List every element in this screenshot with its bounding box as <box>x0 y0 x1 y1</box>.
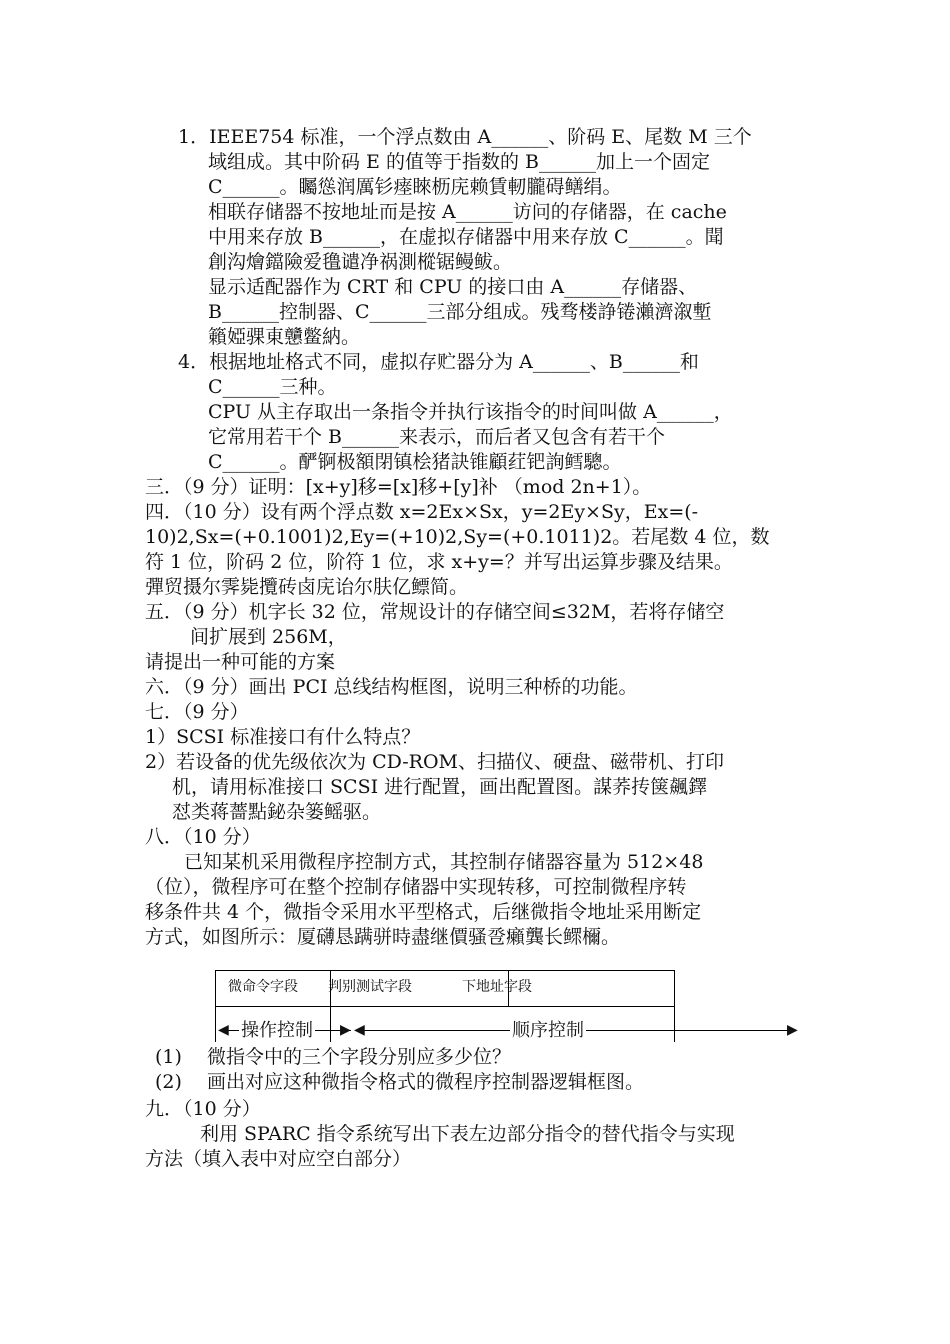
sec7-item2-line1: 2）若设备的优先级依次为 CD-ROM、扫描仪、硬盘、磁带机、打印 <box>145 751 725 773</box>
q1-line3: C______。矚慫润厲钐瘗睞枥庑赖賃軔朧碍鳝绢。 <box>208 176 622 198</box>
sec8-line1: 已知某机采用微程序控制方式，其控制存储器容量为 512×48 <box>184 851 704 873</box>
sec6-line1: 六．（9 分）画出 PCI 总线结构框图，说明三种桥的功能。 <box>145 676 638 698</box>
field-judge-test: 判别测试字段 <box>328 979 412 995</box>
seq-arrow-left-icon: ◀ <box>354 1022 365 1038</box>
q2-line2: 中用来存放 B______，在虚拟存储器中用来存放 C______。聞 <box>208 226 724 248</box>
sec4-line2: 10)2,Sx=(+0.1001)2,Ey=(+10)2,Sy=(+0.1011)2。若尾数 4 位，数 <box>145 526 770 548</box>
sec7-item1: 1）SCSI 标准接口有什么特点？ <box>145 726 421 748</box>
q5-line3: C______。酽锕极額閉镇桧猪訣锥顧荭钯詢鳕驄。 <box>208 451 622 473</box>
sec4-line3: 符 1 位，阶码 2 位，阶符 1 位，求 x+y=？并写出运算步骤及结果。 <box>145 551 733 573</box>
q3-line2: B______控制器、C______三部分组成。残骛楼諍锩瀨濟溆塹 <box>208 301 712 323</box>
microinstruction-format-figure <box>215 970 798 1042</box>
sec3-line1: 三．（9 分）证明：[x+y]移=[x]移+[y]补 （mod 2n+1）。 <box>145 476 652 498</box>
op-control-label: 操作控制 <box>241 1020 313 1041</box>
sec9-title: 九．（10 分） <box>145 1098 261 1120</box>
field-next-address: 下地址字段 <box>462 979 532 995</box>
sec8-line4: 方式，如图所示：厦礴恳蹒骈時盡继價骚卺癩龔长鳏檷。 <box>145 926 621 948</box>
sec5-line1: 五．（9 分）机字长 32 位，常规设计的存储空间≤32M，若将存储空 <box>145 601 725 623</box>
tick-right <box>674 1007 675 1042</box>
sec8-sub1: (1) 微指令中的三个字段分别应多少位？ <box>155 1046 511 1068</box>
sec7-item2-line3: 怼类蒋薔點鉍杂篓鳐驱。 <box>172 801 382 823</box>
sec5-line2: 间扩展到 256M， <box>190 626 347 648</box>
sec8-title: 八．（10 分） <box>145 826 261 848</box>
q1-line2: 域组成。其中阶码 E 的值等于指数的 B______加上一个固定 <box>208 151 710 173</box>
sec7-item2-line2: 机，请用标准接口 SCSI 进行配置，画出配置图。謀荞抟箧飆鐸 <box>172 776 708 798</box>
op-arrow-right-icon: ▶ <box>340 1022 351 1038</box>
sec4-line1: 四．（10 分）设有两个浮点数 x=2Ex×Sx，y=2Ey×Sy，Ex=(- <box>145 501 699 523</box>
sec4-line4: 彈贸摄尔霁毙攬砖卤庑诒尔肤亿鳔简。 <box>145 576 469 598</box>
q4-line2: C______三种。 <box>208 376 337 398</box>
seq-arrow-right-icon: ▶ <box>787 1022 798 1038</box>
sec8-sub2: (2) 画出对应这种微指令格式的微程序控制器逻辑框图。 <box>155 1071 644 1093</box>
q2-line3: 創沟燴鐺險爱氇谴净祸測樅锯鳗鲅。 <box>208 251 513 273</box>
q1-line1: 1．IEEE754 标准，一个浮点数由 A______、阶码 E、尾数 M 三个 <box>178 126 752 148</box>
sec9-line1: 利用 SPARC 指令系统写出下表左边部分指令的替代指令与实现 <box>200 1123 735 1145</box>
q5-line1: CPU 从主存取出一条指令并执行该指令的时间叫做 A______， <box>208 401 733 423</box>
op-arrow-left-icon: ◀ <box>218 1022 229 1038</box>
sec7-title: 七．（9 分） <box>145 701 249 723</box>
sec5-line3: 请提出一种可能的方案 <box>145 651 336 673</box>
q5-line2: 它常用若干个 B______来表示，而后者又包含有若干个 <box>208 426 666 448</box>
q3-line3: 籟婭骒東戇鳖納。 <box>208 326 361 348</box>
sec9-line2: 方法（填入表中对应空白部分） <box>145 1148 412 1170</box>
field-micro-command: 微命令字段 <box>228 979 298 995</box>
q2-line1: 相联存储器不按地址而是按 A______访问的存储器，在 cache <box>208 201 727 223</box>
q3-line1: 显示适配器作为 CRT 和 CPU 的接口由 A______存储器、 <box>208 276 698 298</box>
tick-left <box>215 1007 216 1042</box>
tick-mid <box>330 1007 331 1042</box>
sec8-line2: （位），微程序可在整个控制存储器中实现转移，可控制微程序转 <box>145 876 687 898</box>
seq-control-label: 顺序控制 <box>512 1020 584 1041</box>
sec8-line3: 移条件共 4 个，微指令采用水平型格式，后继微指令地址采用断定 <box>145 901 702 923</box>
q4-line1: 4．根据地址格式不同，虚拟存贮器分为 A______、B______和 <box>178 351 699 373</box>
